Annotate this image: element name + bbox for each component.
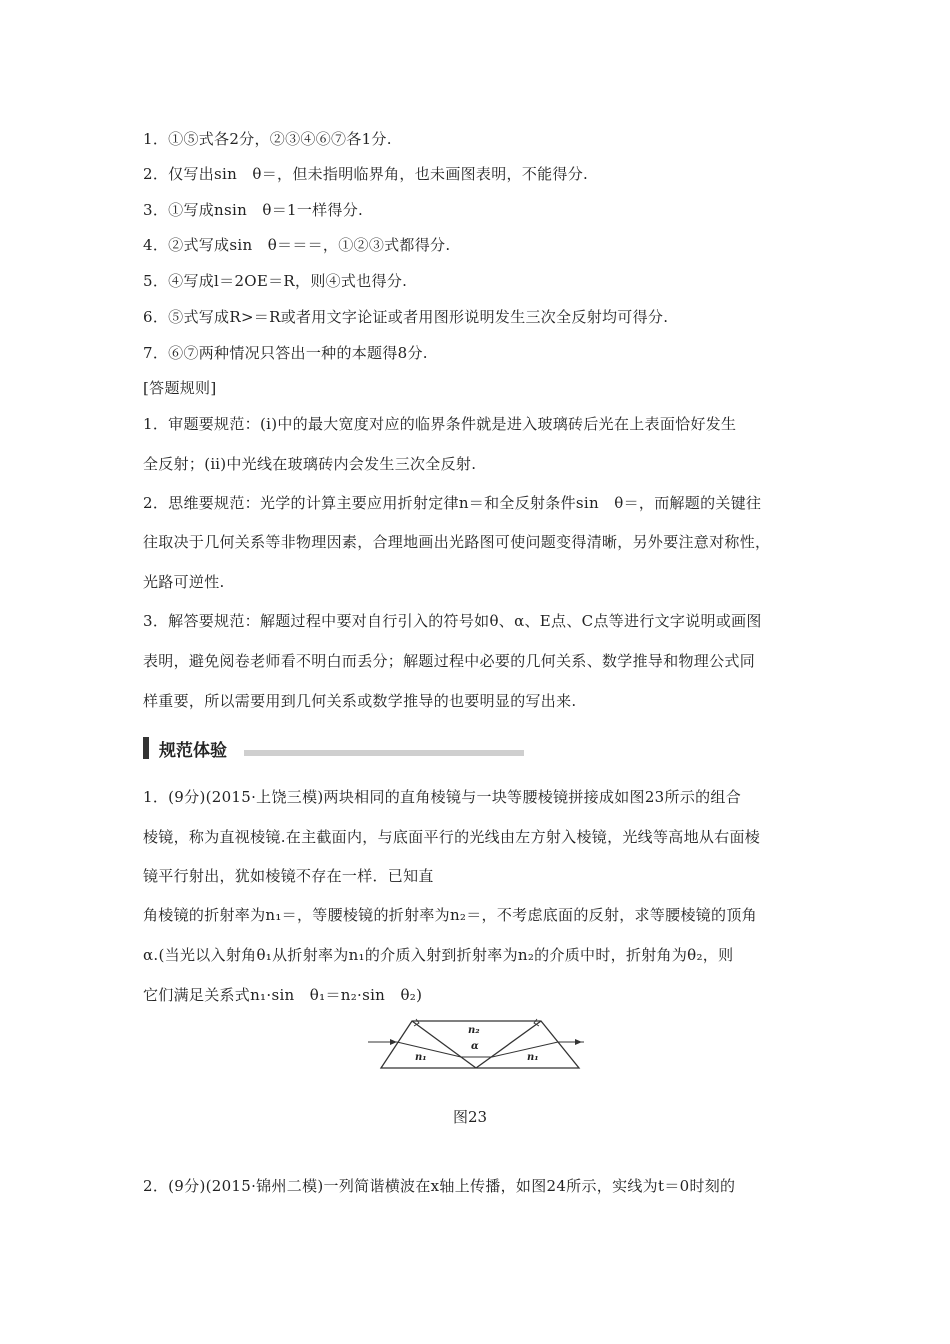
problem1-line-2: 棱镜，称为直视棱镜.在主截面内，与底面平行的光线由左方射入棱镜，光线等高地从右面棱: [143, 828, 761, 846]
rules-line-8: 样重要，所以需要用到几何关系或数学推导的也要明显的写出来.: [143, 692, 577, 710]
scoring-note-4: 4．②式写成sin θ＝＝＝，①②③式都得分.: [143, 236, 451, 254]
rules-heading: [答题规则]: [143, 379, 217, 397]
section-marker-bar: [143, 737, 149, 759]
prism-diagram: [368, 1018, 584, 1074]
exit-arrow: [575, 1039, 582, 1045]
section-header: [143, 736, 227, 760]
rules-line-1: 1．审题要规范：(ⅰ)中的最大宽度对应的临界条件就是进入玻璃砖后光在上表面恰好发生: [143, 415, 737, 433]
rules-line-3: 2．思维要规范：光学的计算主要应用折射定律n＝和全反射条件sin θ＝，而解题的关键往: [143, 494, 762, 512]
scoring-note-6: 6．⑤式写成R>＝R或者用文字论证或者用图形说明发生三次全反射均可得分.: [143, 308, 669, 326]
rules-line-5: 光路可逆性.: [143, 573, 225, 591]
scoring-note-5: 5．④写成l＝2OE＝R，则④式也得分.: [143, 272, 408, 290]
scoring-note-7: 7．⑥⑦两种情况只答出一种的本题得8分.: [143, 344, 428, 362]
scoring-note-3: 3．①写成nsin θ＝1一样得分.: [143, 201, 364, 219]
rules-line-7: 表明，避免阅卷老师看不明白而丢分；解题过程中必要的几何关系、数学推导和物理公式同: [143, 652, 756, 670]
problem2-line-1: 2．(9分)(2015·锦州二模)一列简谐横波在x轴上传播，如图24所示，实线为t＝0时刻的: [143, 1177, 736, 1195]
rules-line-2: 全反射；(ⅱ)中光线在玻璃砖内会发生三次全反射.: [143, 455, 477, 473]
scoring-note-2: 2．仅写出sin θ＝，但未指明临界角，也未画图表明，不能得分.: [143, 165, 589, 183]
label-n2: n₂: [468, 1025, 480, 1036]
label-n1-left: n₁: [415, 1052, 427, 1063]
problem1-line-1: 1．(9分)(2015·上饶三模)两块相同的直角棱镜与一块等腰棱镜拼接成如图23所示的组合: [143, 788, 742, 806]
scoring-note-1: 1．①⑤式各2分，②③④⑥⑦各1分.: [143, 130, 392, 148]
figure-caption: 图23: [453, 1108, 488, 1126]
prism-outline: [381, 1021, 579, 1068]
section-title: 规范体验: [159, 740, 227, 761]
label-n1-right: n₁: [527, 1052, 539, 1063]
label-alpha: α: [471, 1041, 479, 1052]
section-rule: [244, 750, 524, 756]
problem1-line-3: 镜平行射出，犹如棱镜不存在一样．已知直: [143, 867, 434, 885]
problem1-line-5: α.(当光以入射角θ₁从折射率为n₁的介质入射到折射率为n₂的介质中时，折射角为θ₂，则: [143, 946, 734, 964]
rules-line-6: 3．解答要规范：解题过程中要对自行引入的符号如θ、α、E点、C点等进行文字说明或画图: [143, 612, 762, 630]
problem1-line-6: 它们满足关系式n₁·sin θ₁＝n₂·sin θ₂): [143, 986, 423, 1004]
rules-line-4: 往取决于几何关系等非物理因素，合理地画出光路图可使问题变得清晰，另外要注意对称性，: [143, 533, 771, 551]
problem1-line-4: 角棱镜的折射率为n₁＝，等腰棱镜的折射率为n₂＝，不考虑底面的反射，求等腰棱镜的顶角: [143, 906, 757, 924]
incident-arrow: [390, 1039, 397, 1045]
